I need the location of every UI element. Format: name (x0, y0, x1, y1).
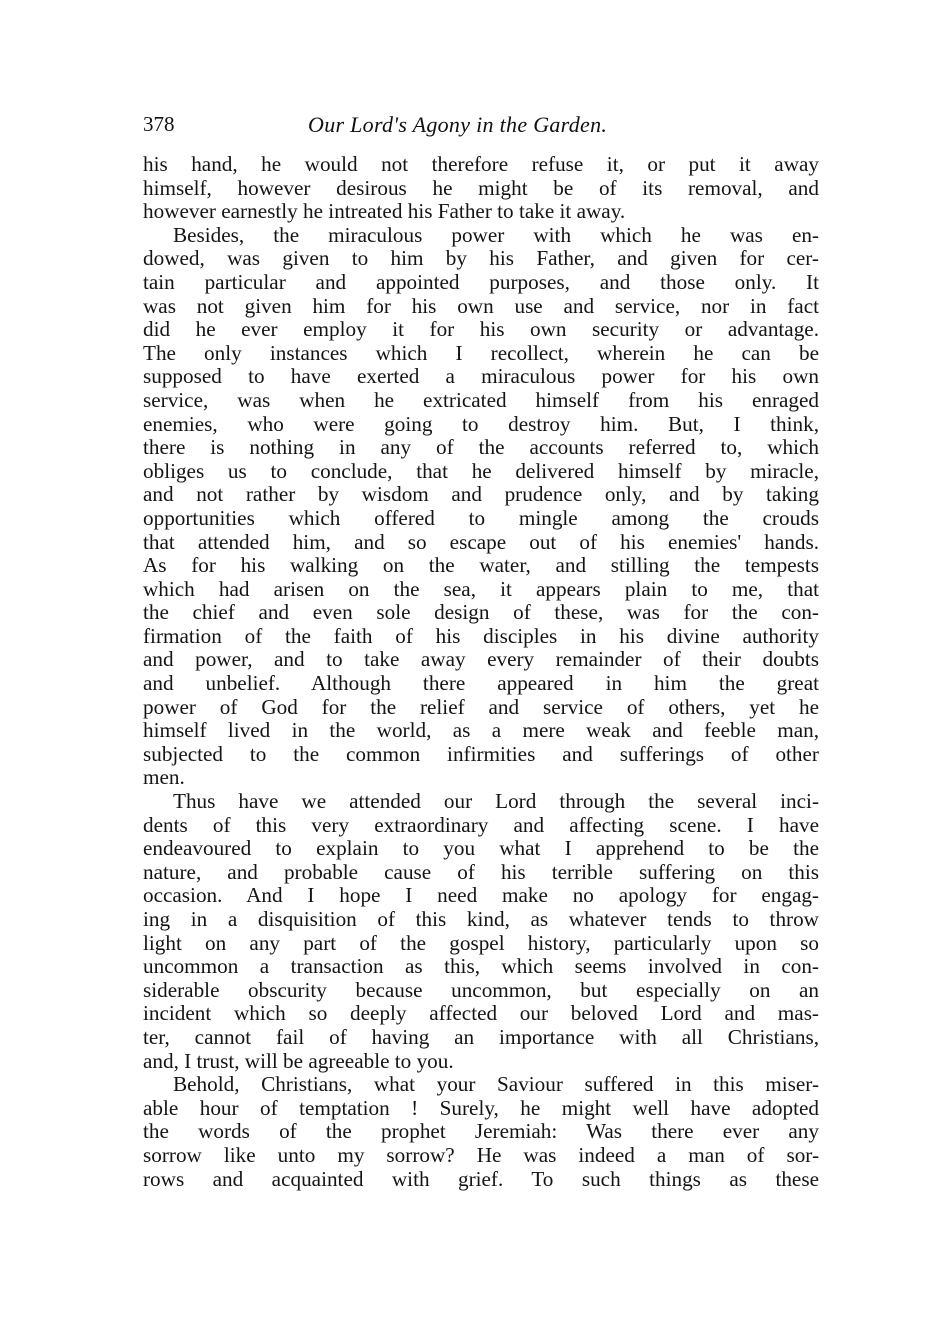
body-text (143, 153, 819, 1191)
text-line: did he ever employ it for his own security or advantage. (143, 317, 819, 342)
text-line: the chief and even sole design of these, was for the con- (143, 600, 819, 625)
page-number: 378 (143, 112, 175, 136)
text-line: however earnestly he intreated his Father to take it away. (143, 199, 626, 224)
running-head: Our Lord's Agony in the Garden. (308, 112, 608, 137)
text-line: Thus have we attended our Lord through the several inci- (173, 789, 819, 814)
text-line: there is nothing in any of the accounts referred to, which (143, 435, 819, 460)
text-line: uncommon a transaction as this, which seems involved in con- (143, 954, 819, 979)
text-line: sorrow like unto my sorrow? He was indeed a man of sor- (143, 1142, 819, 1167)
text-line: dowed, was given to him by his Father, and given for cer- (143, 246, 819, 271)
text-line: that attended him, and so escape out of his enemies' hands. (143, 529, 819, 554)
text-line: firmation of the faith of his disciples in his divine authority (143, 623, 819, 648)
text-line: subjected to the common infirmities and sufferings of other (143, 741, 819, 766)
text-line: nature, and probable cause of his terrible suffering on this (143, 859, 819, 884)
text-line: was not given him for his own use and service, nor in fact (143, 293, 819, 318)
text-line: men. (143, 765, 185, 790)
text-line: occasion. And I hope I need make no apology for engag- (143, 883, 819, 908)
text-line: supposed to have exerted a miraculous power for his own (143, 364, 819, 389)
text-line: himself lived in the world, as a mere weak and feeble man, (143, 718, 819, 743)
text-line: which had arisen on the sea, it appears plain to me, that (143, 576, 819, 601)
text-line: incident which so deeply affected our beloved Lord and mas- (143, 1001, 819, 1026)
text-line: and unbelief. Although there appeared in him the great (143, 671, 819, 696)
text-line: As for his walking on the water, and stilling the tempests (143, 553, 819, 578)
text-line: and, I trust, will be agreeable to you. (143, 1048, 454, 1073)
text-line: the words of the prophet Jeremiah: Was there ever any (143, 1119, 819, 1144)
text-line: and power, and to take away every remainder of their doubts (143, 647, 819, 672)
text-line: rows and acquainted with grief. To such things as these (143, 1166, 819, 1191)
text-line: siderable obscurity because uncommon, but especially on an (143, 977, 819, 1002)
text-line: ter, cannot fail of having an importance with all Christians, (143, 1024, 819, 1049)
text-line: light on any part of the gospel history, particularly upon so (143, 930, 819, 955)
text-line: Besides, the miraculous power with which he was en- (173, 222, 819, 247)
text-line: opportunities which offered to mingle among the crouds (143, 505, 819, 530)
text-line: obliges us to conclude, that he delivered himself by miracle, (143, 458, 819, 483)
text-line: power of God for the relief and service of others, yet he (143, 694, 819, 719)
text-line: endeavoured to explain to you what I apprehend to be the (143, 836, 819, 861)
page-header (143, 112, 823, 142)
text-line: The only instances which I recollect, wherein he can be (143, 340, 819, 365)
text-line: able hour of temptation ! Surely, he might well have adopted (143, 1095, 819, 1120)
text-line: dents of this very extraordinary and affecting scene. I have (143, 812, 819, 837)
text-line: Behold, Christians, what your Saviour suffered in this miser- (173, 1072, 819, 1097)
text-line: ing in a disquisition of this kind, as whatever tends to throw (143, 907, 819, 931)
text-line: tain particular and appointed purposes, and those only. It (143, 269, 819, 294)
text-line: himself, however desirous he might be of its removal, and (143, 175, 819, 200)
text-line: and not rather by wisdom and prudence only, and by taking (143, 482, 819, 507)
text-line: his hand, he would not therefore refuse it, or put it away (143, 152, 819, 176)
text-line: service, was when he extricated himself from his enraged (143, 387, 819, 412)
text-line: enemies, who were going to destroy him. But, I think, (143, 411, 819, 436)
